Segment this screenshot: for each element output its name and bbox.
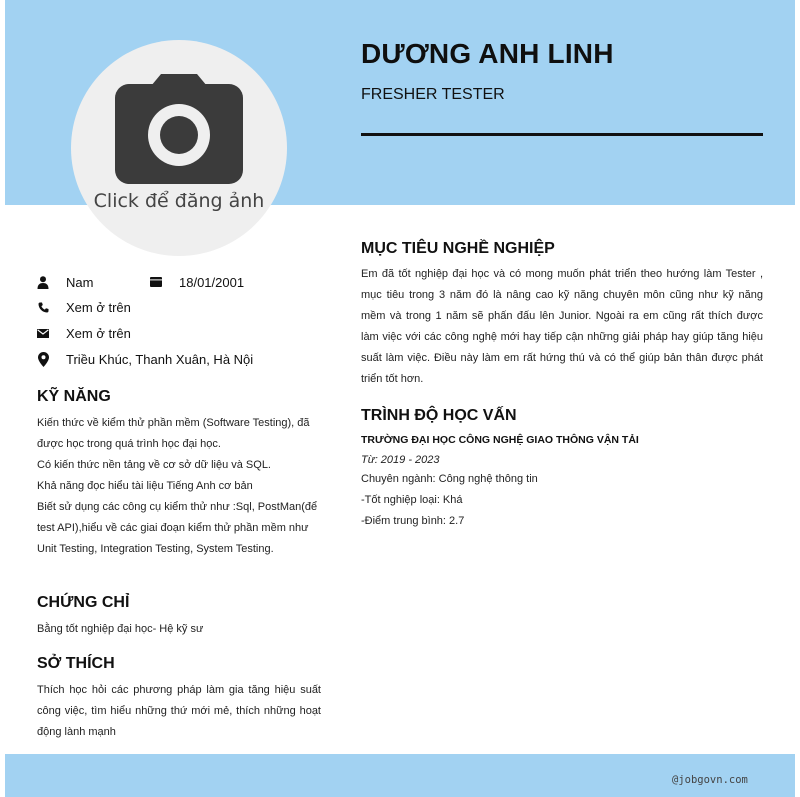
skills-line: Kiến thức về kiểm thử phần mềm (Software Testing), đã	[37, 417, 310, 429]
objective-heading: MỤC TIÊU NGHỀ NGHIỆP	[361, 240, 555, 257]
education-time: Từ: 2019 - 2023	[361, 454, 440, 466]
objective-line: mục tiêu trong 3 năm đó là nâng cao kỹ năng chuyên môn cũng như kỹ năng	[361, 289, 763, 301]
birthdate-row	[146, 272, 244, 292]
email-value: Xem ở trên	[66, 325, 131, 341]
title-divider	[361, 133, 763, 136]
camera-icon	[115, 72, 243, 184]
certificates-heading: CHỨNG CHỈ	[37, 594, 130, 611]
education-detail: Chuyên ngành: Công nghệ thông tin	[361, 473, 538, 485]
candidate-position: FRESHER TESTER	[361, 86, 505, 103]
education-details	[361, 469, 763, 532]
skills-line: Unit Testing, Integration Testing, System Testing.	[37, 543, 274, 555]
address-row	[33, 349, 253, 369]
map-pin-icon	[33, 352, 53, 367]
education-detail: -Tốt nghiệp loại: Khá	[361, 494, 463, 506]
objective-line: mềm và trong 1 năm sẽ phấn đấu lên Junior. Ngoài ra em cũng rất thích được	[361, 310, 763, 322]
phone-value: Xem ở trên	[66, 299, 131, 315]
hobbies-heading: SỞ THÍCH	[37, 655, 115, 672]
hobbies-line: Thích học hỏi các phương pháp làm gia tăng hiệu suất	[37, 684, 321, 696]
objective-line: triển tốt hơn.	[361, 373, 424, 385]
objective-line: suất làm việc. Điều này làm em rất hứng thú và có thể giúp bản thân được phát	[361, 352, 763, 364]
objective-text	[361, 264, 763, 390]
person-icon	[33, 276, 53, 289]
calendar-icon	[146, 277, 166, 287]
envelope-icon	[33, 329, 53, 338]
avatar-upload[interactable]	[71, 40, 287, 256]
phone-icon	[33, 302, 53, 313]
cv-page	[5, 0, 795, 797]
hobbies-text	[37, 680, 321, 743]
education-school: TRƯỜNG ĐẠI HỌC CÔNG NGHỆ GIAO THÔNG VẬN TẢI	[361, 434, 639, 446]
education-heading: TRÌNH ĐỘ HỌC VẤN	[361, 407, 517, 424]
gender-row	[33, 272, 93, 292]
skills-line: Khả năng đọc hiểu tài liệu Tiếng Anh cơ bản	[37, 480, 253, 492]
skills-text	[37, 413, 325, 560]
footer-brand: @jobgovn.com	[672, 774, 748, 786]
education-detail: -Điểm trung bình: 2.7	[361, 515, 465, 527]
objective-line: làm việc với các công nghệ mới hay tiếp cận những giải pháp hay giúp tăng hiệu	[361, 331, 763, 343]
skills-line: Biết sử dụng các công cụ kiểm thử như :Sql, PostMan(để	[37, 501, 318, 513]
phone-row	[33, 297, 131, 317]
birthdate-value: 18/01/2001	[179, 274, 245, 290]
gender-value: Nam	[66, 274, 94, 290]
skills-line: test API),hiểu về các giai đoạn kiểm thử phần mềm như	[37, 522, 309, 534]
candidate-name: DƯƠNG ANH LINH	[361, 38, 614, 69]
skills-line: Có kiến thức nền tảng về cơ sở dữ liệu và SQL.	[37, 459, 271, 471]
skills-heading: KỸ NĂNG	[37, 388, 111, 405]
hobbies-line: động lành mạnh	[37, 726, 116, 738]
objective-line: Em đã tốt nghiệp đại học và có mong muốn phát triển theo hướng làm Tester ,	[361, 268, 763, 280]
hobbies-line: công việc, tìm hiểu những thứ mới mẻ, thích những hoạt	[37, 705, 321, 717]
email-row	[33, 323, 131, 343]
address-value: Triều Khúc, Thanh Xuân, Hà Nội	[66, 351, 254, 367]
skills-line: được học trong quá trình học đại học.	[37, 438, 221, 450]
avatar-upload-label: Click để đăng ảnh	[93, 190, 265, 212]
certificate-text: Bằng tốt nghiệp đại học- Hệ kỹ sư	[37, 623, 204, 635]
